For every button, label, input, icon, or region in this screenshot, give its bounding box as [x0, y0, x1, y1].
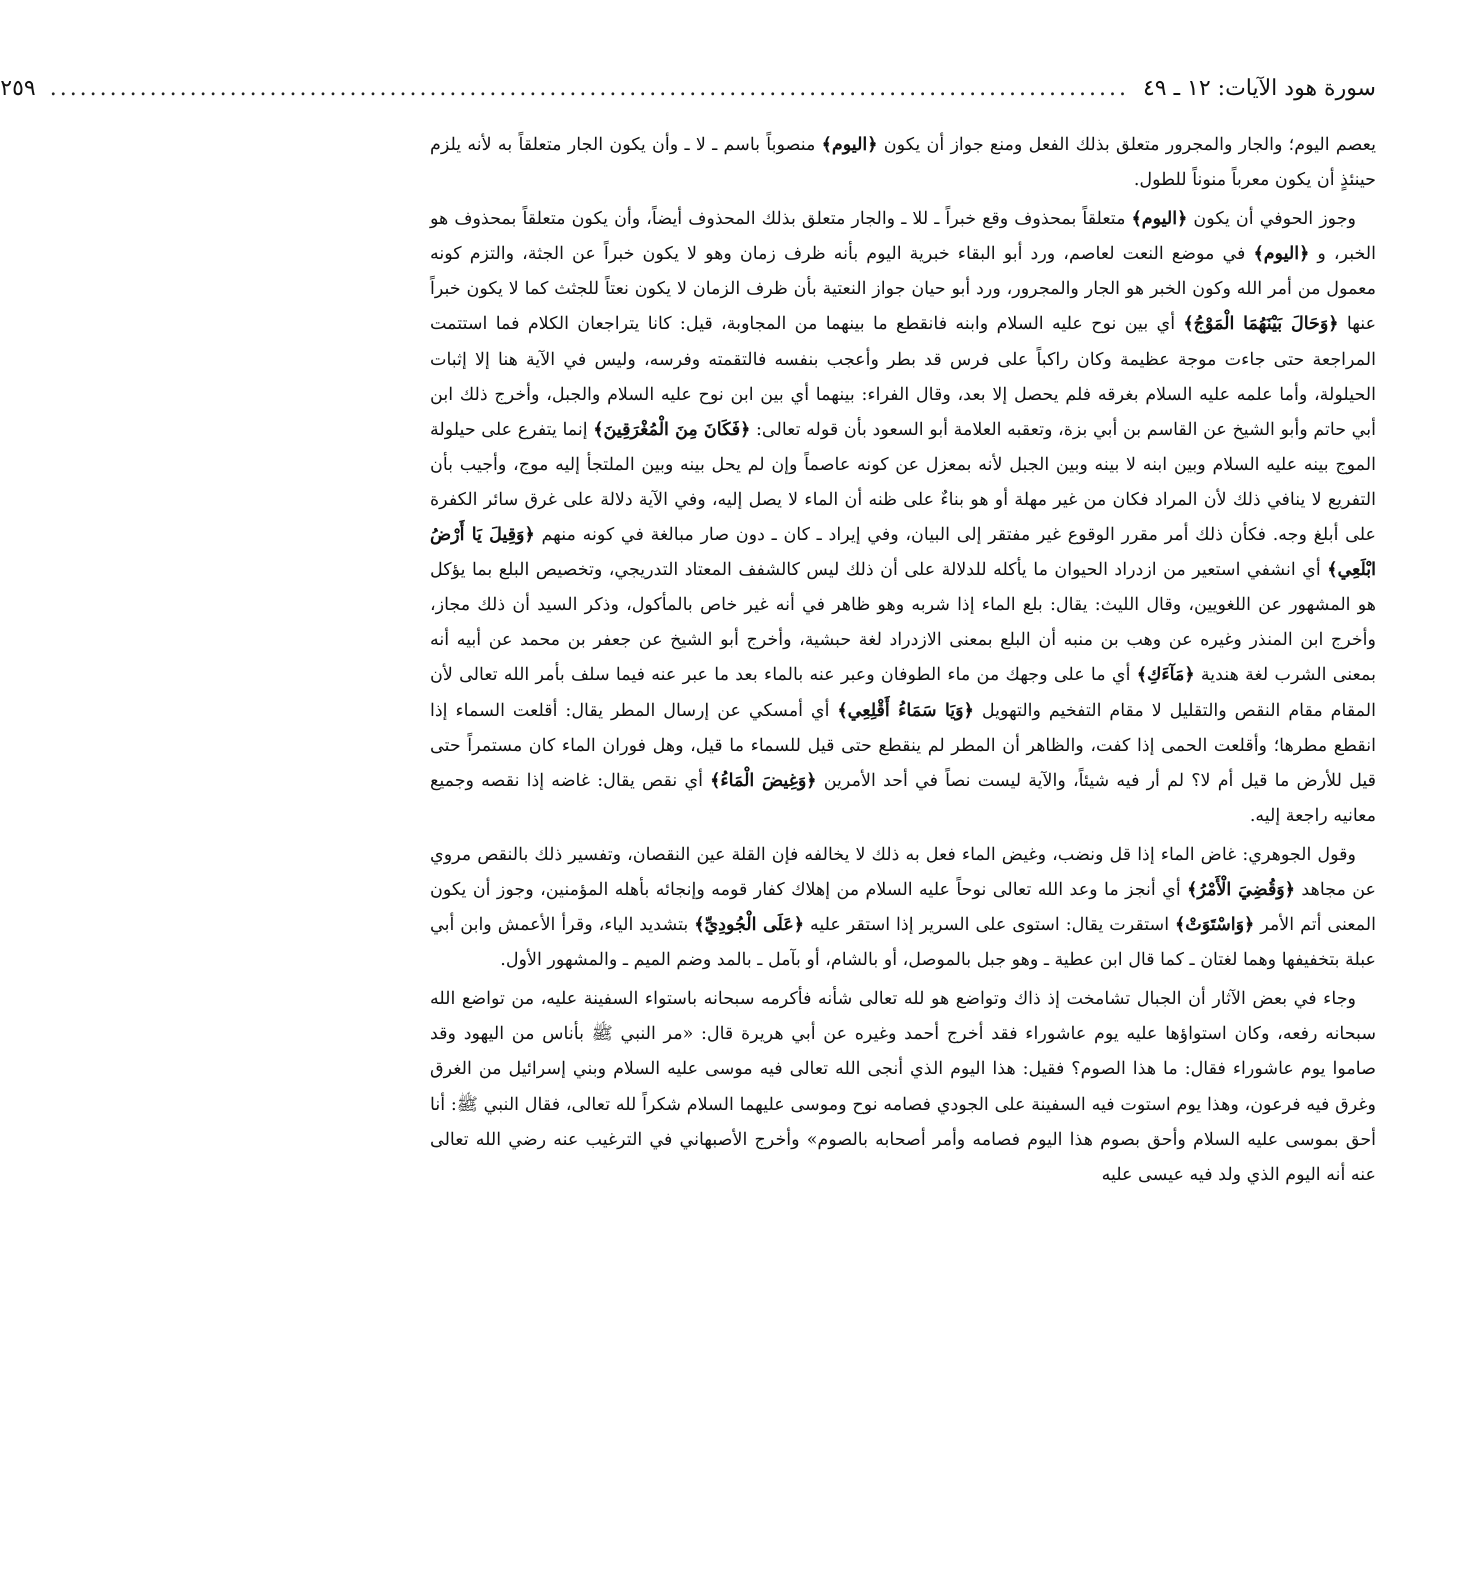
quran-quote: ﴿عَلَى الْجُودِيِّ﴾: [694, 915, 805, 936]
text-run: بتشديد الياء، وقرأ الأعمش وابن أبي عبلة بتخفيفها وهما لغتان ـ كما قال ابن عطية ـ وهو جبل بالموصل، أو بالشام، أو بآمل ـ بالمد وضم الميم ـ والمشهور الأول.: [430, 915, 1376, 971]
running-header: [0, 76, 1376, 116]
quran-quote: ﴿وَيَا سَمَاءُ أَقْلِعِي﴾: [837, 700, 974, 721]
text-run: أي ما على وجهك من ماء الطوفان وعبر عنه بالماء بعد ما عبر عنه فيما سلف بأمر الله تعالى لأن المقام مقام النقص والتقليل لا مقام التفخيم والتهويل: [430, 665, 1376, 721]
paragraph: [430, 128, 1376, 198]
text-run: يعصم اليوم؛ والجار والمجرور متعلق بذلك الفعل ومنع جواز أن يكون: [877, 135, 1377, 155]
quran-quote: ﴿اليوم﴾: [1253, 244, 1310, 265]
quran-quote: ﴿اليوم﴾: [1131, 209, 1188, 230]
quran-quote: ﴿اليوم﴾: [821, 135, 878, 155]
quran-quote: ﴿وَقُضِيَ الْأَمْرُ﴾: [1187, 879, 1296, 900]
text-run: أي أمسكي عن إرسال المطر يقال: أقلعت السماء إذا انقطع مطرها؛ وأقلعت الحمى إذا كفت، والظاهر أن المطر لم ينقطع حتى قيل للسماء ما قيل، وهل فوران الماء كان مستمراً حتى قيل للأرض ما قيل أم لا؟ لم أر فيه شيئاً، والآية ليست نصاً في أحد الأمرين: [430, 700, 1376, 791]
body-text: [430, 128, 1376, 1193]
text-run: إنما يتفرع على حيلولة الموج بينه عليه السلام وبين ابنه لا بينه وبين الجبل لأنه بمعزل عن كونه عاصماً وإن لم يحل بينه وبين الملتجأ إليه موج، وأجيب بأن التفريع لا ينافي ذلك لأن المراد فكان من غير مهلة أو هو بناءٌ على ظنه أن الماء لا يصل إليه، وفي الآية دلالة على غرق سائر الكفرة على أبلغ وجه. فكأن ذلك أمر مقرر الوقوع غير مفتقر إلى البيان، وفي إيراد ـ كان ـ دون صار مبالغة في كونه منهم: [430, 419, 1376, 546]
quran-quote: ﴿مَآءَكِ﴾: [1136, 665, 1195, 686]
text-run: أي انشفي استعير من ازدراد الحيوان ما يأكله للدلالة على أن ذلك ليس كالشفف المعتاد التدريجي، وتخصيص البلع بما يؤكل هو المشهور عن اللغويين، وقال الليث: يقال: بلع الماء إذا شربه وهو ظاهر في أنه غير خاص بالمأكول، وذكر السيد أن ذلك مجاز، وأخرج ابن المنذر وغيره عن وهب بن منبه أن البلع بمعنى الازدراد لغة حبشية، وأخرج أبو الشيخ عن جعفر بن محمد عن أبيه أنه بمعنى الشرب لغة هندية: [430, 560, 1376, 686]
quran-quote: ﴿فَكَانَ مِنَ الْمُغْرَقِينَ﴾: [593, 419, 751, 440]
text-run: أي نقص يقال: غاضه إذا نقصه وجميع معانيه راجعة إليه.: [430, 770, 1376, 826]
text-run: في موضع النعت لعاصم، ورد أبو البقاء خبرية اليوم بأنه ظرف زمان وهو لا يكون خبراً عن الجثة، والتزم كونه معمول من أمر الله وكون الخبر هو الجار والمجرور، ورد أبو حيان جواز النعتية بأن ظرف الزمان لا يكون نعتاً للجثث كما لا يكون خبراً عنها: [430, 244, 1377, 335]
text-run: متعلقاً بمحذوف وقع خبراً ـ للا ـ والجار متعلق بذلك المحذوف أيضاً، وأن يكون متعلقاً بمحذوف هو الخبر، و: [430, 209, 1376, 265]
quran-quote: ﴿وَقِيلَ يَا أَرْضُ ابْلَعِي﴾: [430, 525, 1376, 581]
quran-quote: ﴿وَاسْتَوَتْ﴾: [1175, 915, 1255, 936]
paragraph: [430, 202, 1376, 834]
text-run: وجاء في بعض الآثار أن الجبال تشامخت إذ ذاك وتواضع هو لله تعالى شأنه فأكرمه سبحانه باستواء السفينة عليه، من تواضع الله سبحانه رفعه، وكان استواؤها عليه يوم عاشوراء فقد أخرج أحمد وغيره عن أبي هريرة قال: «مر النبي ﷺ بأناس من اليهود وقد صاموا يوم عاشوراء فقال: ما هذا الصوم؟ فقيل: هذا اليوم الذي أنجى الله تعالى فيه موسى عليه السلام وبني إسرائيل من الغرق وغرق فيه فرعون، وهذا يوم استوت فيه السفينة على الجودي فصامه نوح وموسى عليهما السلام شكراً لله تعالى، فقال النبي ﷺ: أنا أحق بموسى عليه السلام وأحق بصوم هذا اليوم فصامه وأمر أصحابه بالصوم» وأخرج الأصبهاني في الترغيب عنه رضي الله تعالى عنه أنه اليوم الذي ولد فيه عيسى عليه: [430, 989, 1376, 1185]
page-number: ٢٥٩: [0, 76, 36, 101]
quran-quote: ﴿وَغِيضَ الْمَاءُ﴾: [710, 770, 817, 791]
text-run: وجوز الحوفي أن يكون: [1187, 209, 1356, 230]
text-run: أي أنجز ما وعد الله تعالى نوحاً عليه السلام من إهلاك كفار قومه وإنجائه بأهله المؤمنين، وجوز أن يكون المعنى أتم الأمر: [430, 879, 1377, 936]
text-run: أي بين نوح عليه السلام وابنه فانقطع ما بينهما من المجاوبة، قيل: كانا يتراجعان الكلام فما استتمت المراجعة حتى جاءت موجة عظيمة وكان راكباً على فرس قد بطر وأعجب بنفسه فالتقمته وفرسه، وليس في الآية هنا إلا إثبات الحيلولة، وأما علمه عليه السلام بغرقه فلم يحصل إلا بعد، وقال الفراء: بينهما أي بين ابن نوح عليه السلام والجبل، وأخرج ذلك ابن أبي حاتم وأبو الشيخ عن القاسم بن أبي بزة، وتعقبه العلامة أبو السعود بأن قوله تعالى:: [430, 314, 1376, 440]
text-run: منصوباً باسم ـ لا ـ وأن يكون الجار متعلقاً به لأنه يلزم حينئذٍ أن يكون معرباً منوناً للطول.: [430, 135, 1376, 191]
header-dot-leader: ............................................................................................................: [49, 76, 1129, 101]
header-title: سورة هود الآيات: ١٢ ـ ٤٩: [1142, 76, 1376, 101]
text-run: وقول الجوهري: غاض الماء إذا قل ونضب، وغيض الماء فعل به ذلك لا يخالفه فإن القلة عين النقصان، وتفسير ذلك بالنقص مروي عن مجاهد: [430, 844, 1376, 900]
paragraph: [430, 838, 1376, 978]
paragraph: [430, 982, 1376, 1193]
text-run: استقرت يقال: استوى على السرير إذا استقر عليه: [804, 915, 1176, 936]
quran-quote: ﴿وَحَالَ بَيْنَهُمَا الْمَوْجُ﴾: [1183, 314, 1339, 335]
